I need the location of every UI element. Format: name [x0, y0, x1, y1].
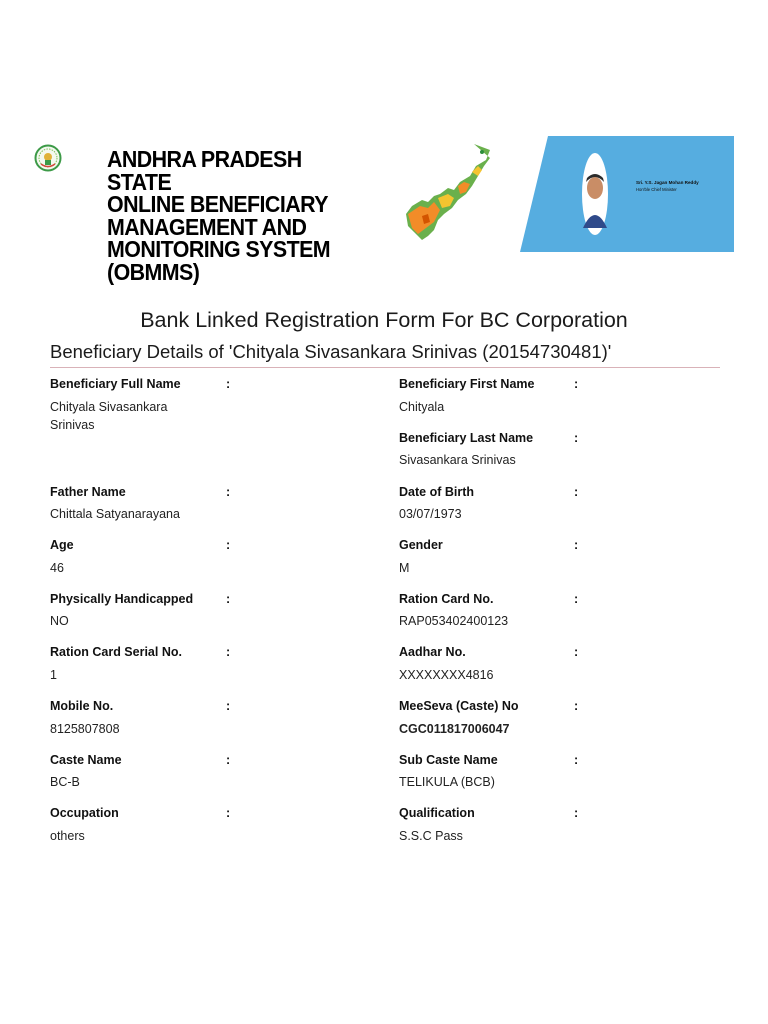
qualification-value: S.S.C Pass	[399, 829, 463, 843]
colon: :	[574, 377, 579, 391]
form-title: Bank Linked Registration Form For BC Corporation	[140, 308, 628, 332]
dob-label: Date of Birth	[399, 485, 474, 499]
caste-label: Caste Name	[50, 753, 122, 767]
last-name-label: Beneficiary Last Name	[399, 431, 534, 445]
gender-label: Gender	[399, 538, 443, 552]
aadhar-value: XXXXXXXX4816	[399, 668, 494, 682]
portal-title-line: ONLINE BENEFICIARY	[107, 191, 328, 217]
colon: :	[226, 538, 231, 552]
portal-title-line: ANDHRA PRADESH	[107, 146, 302, 172]
colon: :	[226, 377, 231, 391]
banner-name: Sri. Y.S. Jagan Mohan Reddy	[636, 180, 699, 185]
full-name-value	[50, 398, 167, 434]
ration-serial-value: 1	[50, 668, 57, 682]
colon: :	[574, 806, 579, 820]
colon: :	[574, 699, 579, 713]
colon: :	[574, 592, 579, 606]
portal-title	[107, 148, 358, 283]
section-divider	[50, 367, 720, 368]
dob-value: 03/07/1973	[399, 507, 462, 521]
first-name-value: Chityala	[399, 400, 445, 414]
first-name-label: Beneficiary First Name	[399, 377, 535, 391]
mobile-value: 8125807808	[50, 722, 120, 736]
sub-caste-label: Sub Caste Name	[399, 753, 498, 767]
ration-card-label: Ration Card No.	[399, 592, 494, 606]
caste-value: BC-B	[50, 775, 80, 789]
colon: :	[226, 753, 231, 767]
colon: :	[574, 431, 579, 445]
colon: :	[226, 645, 231, 659]
full-name-label: Beneficiary Full Name	[50, 377, 181, 391]
full-name-line: Srinivas	[50, 418, 95, 432]
last-name-value: Sivasankara Srinivas	[399, 453, 516, 467]
ap-emblem-icon	[34, 144, 62, 172]
occupation-label: Occupation	[50, 806, 119, 820]
gender-value: M	[399, 561, 410, 575]
full-name-line: Chityala Sivasankara	[50, 400, 168, 414]
age-value: 46	[50, 561, 64, 575]
ration-serial-label: Ration Card Serial No.	[50, 645, 182, 659]
portal-title-line: (OBMMS)	[107, 258, 200, 285]
meeseva-label: MeeSeva (Caste) No	[399, 699, 519, 713]
handicapped-label: Physically Handicapped	[50, 592, 194, 606]
beneficiary-details-heading: Beneficiary Details of 'Chityala Sivasankara Srinivas (20154730481)'	[50, 341, 612, 362]
colon: :	[226, 699, 231, 713]
portal-title-line: MANAGEMENT AND	[107, 213, 307, 240]
chief-minister-portrait-icon	[582, 153, 608, 235]
qualification-label: Qualification	[399, 806, 475, 820]
age-label: Age	[50, 538, 74, 552]
colon: :	[226, 806, 231, 820]
colon: :	[574, 645, 579, 659]
portal-title-line: STATE	[107, 168, 172, 195]
header-banner	[398, 136, 734, 252]
colon: :	[226, 485, 231, 499]
father-name-value: Chittala Satyanarayana	[50, 507, 180, 521]
aadhar-label: Aadhar No.	[399, 645, 466, 659]
colon: :	[574, 538, 579, 552]
ration-card-value: RAP053402400123	[399, 614, 509, 628]
colon: :	[574, 485, 579, 499]
handicapped-value: NO	[50, 614, 69, 628]
occupation-value: others	[50, 829, 85, 843]
father-name-label: Father Name	[50, 485, 126, 499]
colon: :	[226, 592, 231, 606]
sub-caste-value: TELIKULA (BCB)	[399, 775, 495, 789]
mobile-label: Mobile No.	[50, 699, 114, 713]
colon: :	[574, 753, 579, 767]
banner-designation: Hon'ble Chief Minister	[636, 187, 677, 192]
meeseva-value: CGC011817006047	[399, 722, 510, 736]
portal-title-line: MONITORING SYSTEM	[107, 236, 331, 262]
